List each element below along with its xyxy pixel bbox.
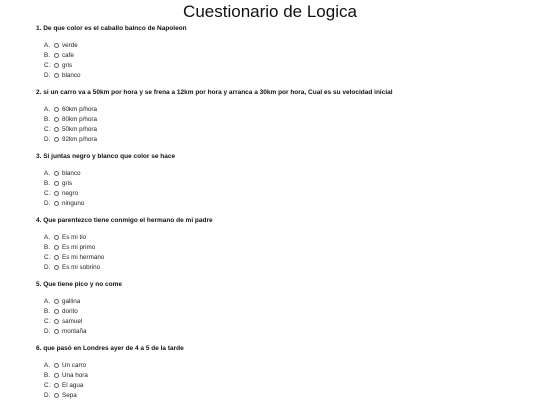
radio-button[interactable] <box>54 137 59 142</box>
radio-button[interactable] <box>54 107 59 112</box>
option-letter: D. <box>44 135 51 143</box>
option-letter: C. <box>44 317 51 325</box>
option-letter: A. <box>44 41 50 49</box>
option-letter: A. <box>44 105 50 113</box>
option-letter: B. <box>44 307 50 315</box>
option-d[interactable] <box>44 326 87 336</box>
radio-button[interactable] <box>54 393 59 398</box>
question-text: 1. De que color es el caballo balnco de Napoleon <box>36 25 187 32</box>
option-d[interactable] <box>44 390 77 400</box>
option-label: montaña <box>62 327 87 335</box>
radio-button[interactable] <box>54 43 59 48</box>
radio-button[interactable] <box>54 117 59 122</box>
option-d[interactable] <box>44 70 81 80</box>
option-label: 80km p/hora <box>62 115 98 123</box>
option-letter: A. <box>44 361 50 369</box>
radio-button[interactable] <box>54 63 59 68</box>
option-letter: A. <box>44 297 50 305</box>
radio-button[interactable] <box>54 319 59 324</box>
option-a[interactable] <box>44 104 97 114</box>
radio-button[interactable] <box>54 245 59 250</box>
option-letter: D. <box>44 327 51 335</box>
option-letter: C. <box>44 381 51 389</box>
option-label: Es mi primo <box>62 243 96 251</box>
radio-button[interactable] <box>54 235 59 240</box>
option-label: 92km p/hora <box>62 135 98 143</box>
option-label: ninguno <box>62 199 85 207</box>
option-letter: D. <box>44 263 51 271</box>
option-label: Es mi hermano <box>62 253 105 261</box>
option-b[interactable] <box>44 50 74 60</box>
option-a[interactable] <box>44 40 78 50</box>
option-c[interactable] <box>44 188 78 198</box>
question-text: 6. que pasó en Londres ayer de 4 a 5 de la tarde <box>36 345 184 352</box>
option-label: Un carro <box>62 361 87 369</box>
question-text: 5. Que tiene pico y no come <box>36 281 122 288</box>
option-letter: B. <box>44 243 50 251</box>
option-label: samuel <box>62 317 83 325</box>
option-c[interactable] <box>44 316 82 326</box>
option-a[interactable] <box>44 296 80 306</box>
radio-button[interactable] <box>54 363 59 368</box>
radio-button[interactable] <box>54 255 59 260</box>
option-label: Es mi sobrino <box>62 263 101 271</box>
option-c[interactable] <box>44 252 104 262</box>
option-label: dorito <box>62 307 78 315</box>
option-letter: C. <box>44 253 51 261</box>
radio-button[interactable] <box>54 329 59 334</box>
question-text: 2. si un carro va a 50km por hora y se frena a 12km por hora y arranca a 30km por hora, Cual es su velocidad inicial <box>36 89 393 96</box>
option-letter: B. <box>44 179 50 187</box>
option-letter: D. <box>44 199 51 207</box>
page-title: Cuestionario de Logica <box>183 2 357 21</box>
option-label: Es mi tio <box>62 233 87 241</box>
option-b[interactable] <box>44 178 72 188</box>
option-letter: B. <box>44 371 50 379</box>
option-letter: A. <box>44 233 50 241</box>
radio-button[interactable] <box>54 171 59 176</box>
radio-button[interactable] <box>54 181 59 186</box>
option-a[interactable] <box>44 232 86 242</box>
option-b[interactable] <box>44 114 97 124</box>
radio-button[interactable] <box>54 265 59 270</box>
option-label: negro <box>62 189 79 197</box>
radio-button[interactable] <box>54 309 59 314</box>
option-a[interactable] <box>44 168 81 178</box>
option-label: gallina <box>62 297 81 305</box>
option-b[interactable] <box>44 242 95 252</box>
radio-button[interactable] <box>54 201 59 206</box>
option-c[interactable] <box>44 124 97 134</box>
option-c[interactable] <box>44 60 72 70</box>
option-d[interactable] <box>44 198 84 208</box>
option-label: verde <box>62 41 78 49</box>
option-label: cafe <box>62 51 74 59</box>
question-text: 3. Si juntas negro y blanco que color se hace <box>36 153 176 160</box>
option-letter: B. <box>44 115 50 123</box>
radio-button[interactable] <box>54 127 59 132</box>
radio-button[interactable] <box>54 53 59 58</box>
radio-button[interactable] <box>54 383 59 388</box>
option-b[interactable] <box>44 306 78 316</box>
radio-button[interactable] <box>54 373 59 378</box>
radio-button[interactable] <box>54 191 59 196</box>
option-letter: D. <box>44 71 51 79</box>
option-label: El agua <box>62 381 84 389</box>
option-letter: C. <box>44 125 51 133</box>
option-b[interactable] <box>44 370 88 380</box>
option-d[interactable] <box>44 134 97 144</box>
option-letter: C. <box>44 61 51 69</box>
option-label: 60km p/hora <box>62 105 98 113</box>
option-letter: B. <box>44 51 50 59</box>
option-a[interactable] <box>44 360 86 370</box>
radio-button[interactable] <box>54 299 59 304</box>
radio-button[interactable] <box>54 73 59 78</box>
option-label: gris <box>62 179 73 187</box>
option-c[interactable] <box>44 380 83 390</box>
option-label: blanco <box>62 71 81 79</box>
option-letter: C. <box>44 189 51 197</box>
option-label: Sepa <box>62 391 77 399</box>
option-label: 50km p/hora <box>62 125 98 133</box>
option-letter: A. <box>44 169 50 177</box>
option-letter: D. <box>44 391 51 399</box>
option-label: Una hora <box>62 371 88 379</box>
option-label: gris <box>62 61 73 69</box>
question-text: 4. Que parentezco tiene conmigo el hermano de mi padre <box>36 217 213 224</box>
option-label: blanco <box>62 169 81 177</box>
option-d[interactable] <box>44 262 100 272</box>
